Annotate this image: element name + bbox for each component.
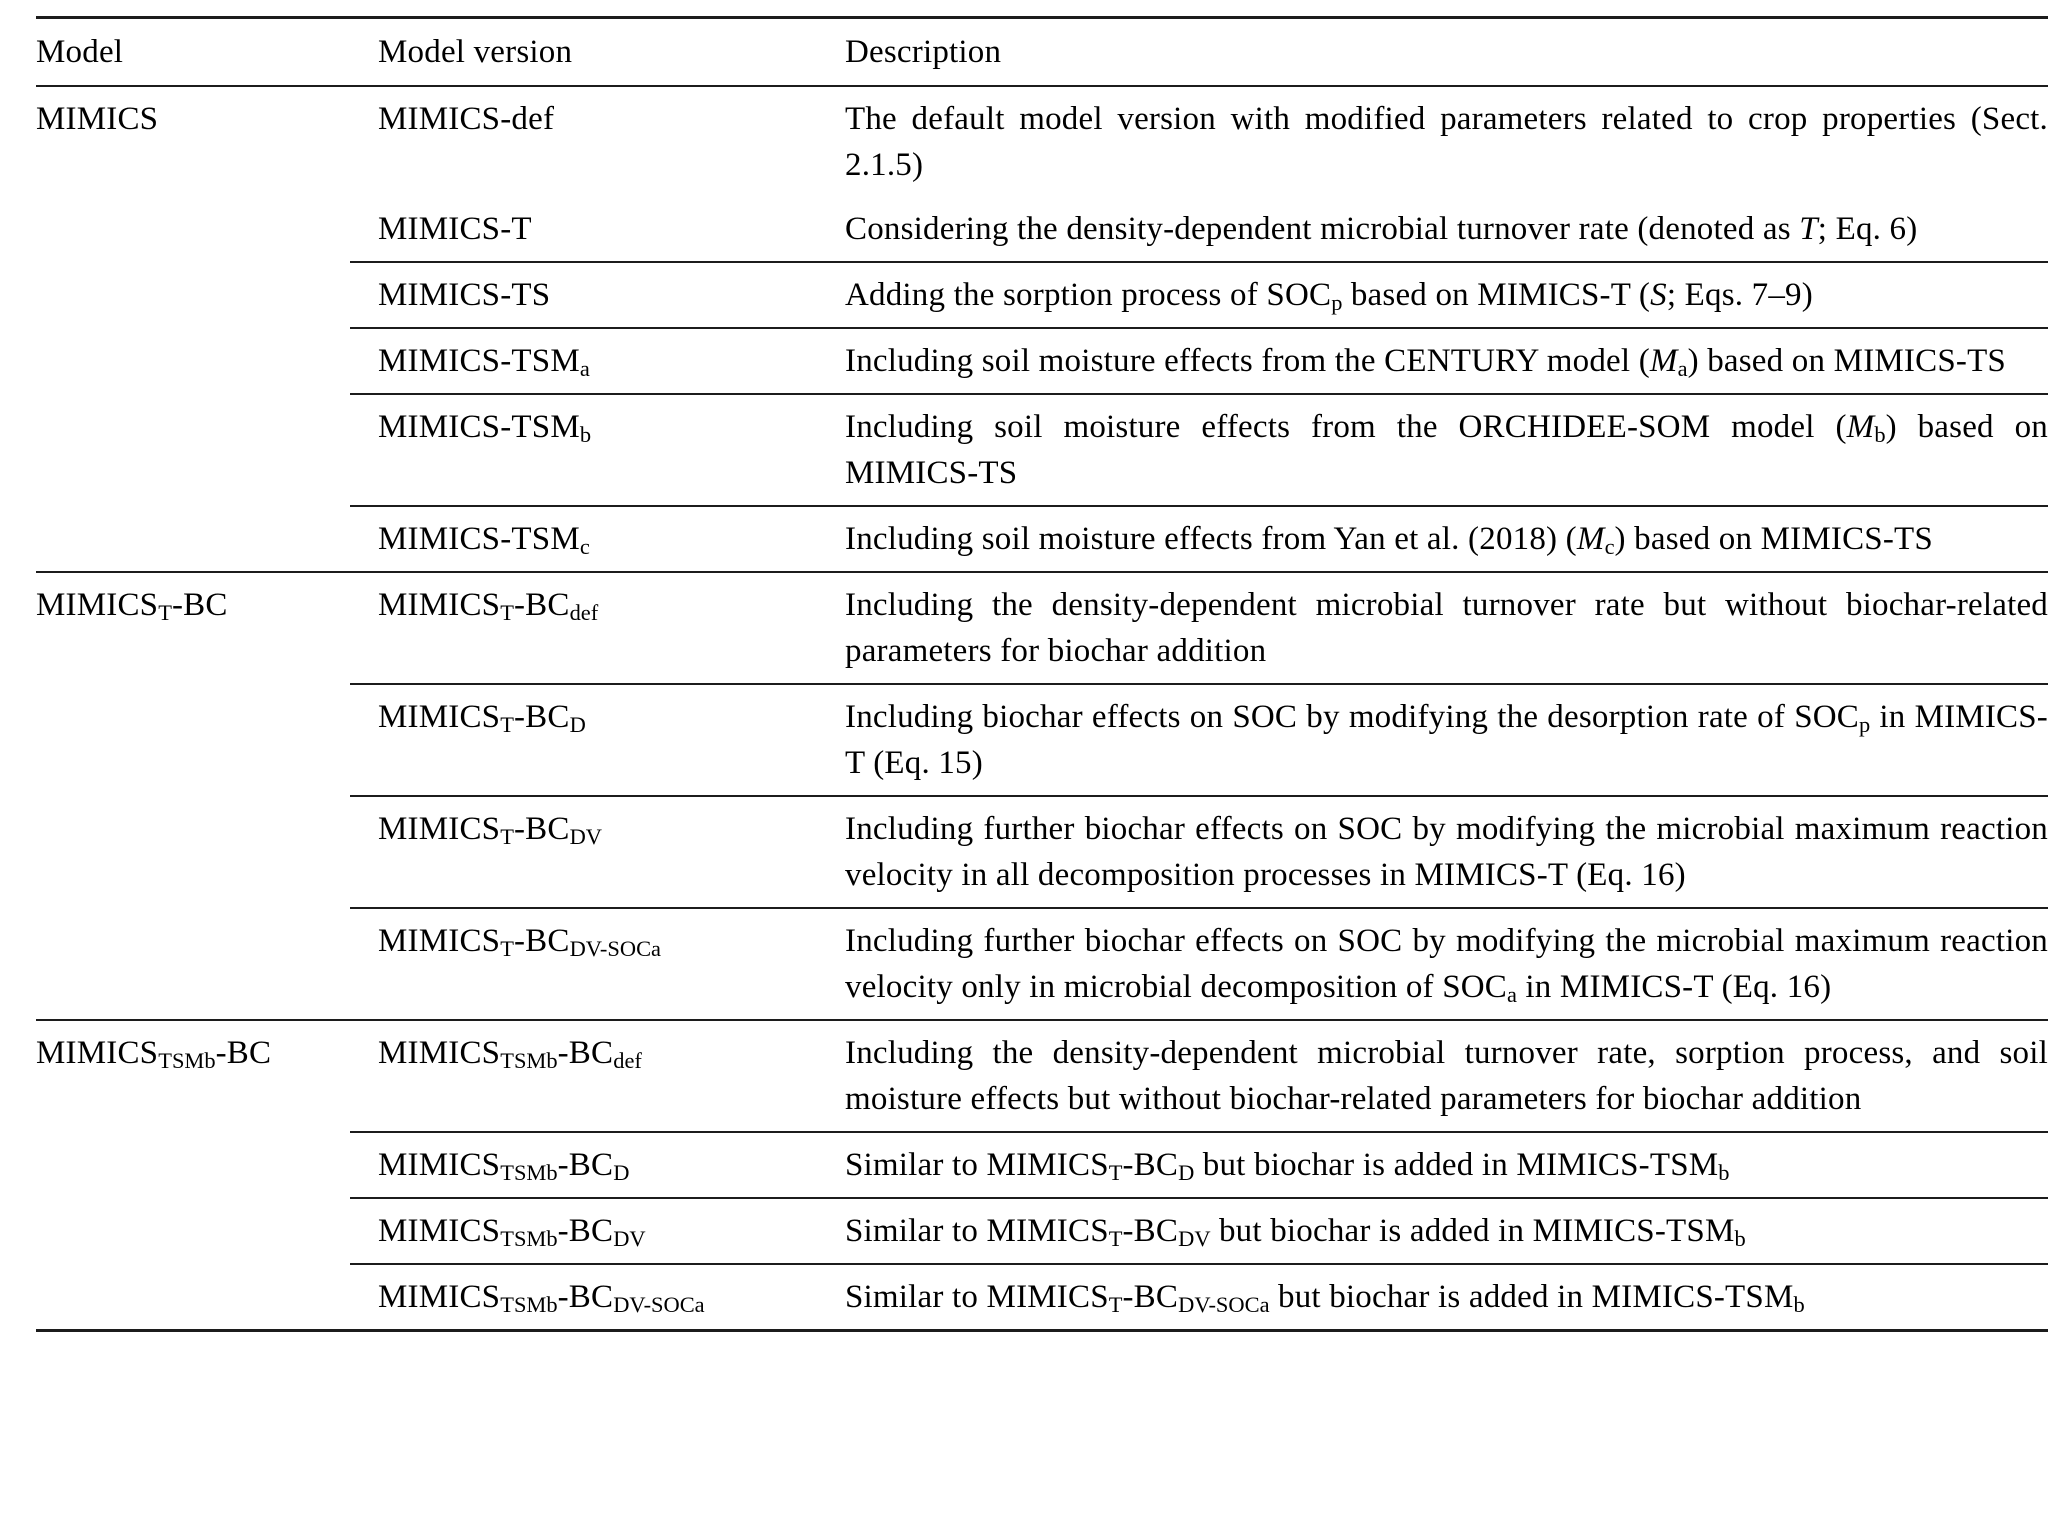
model-version-cell: $MIMICS_T-BC_{DV}$ xyxy=(378,811,602,850)
model-version-cell: MIMICS-$TSM_b$ xyxy=(378,409,592,448)
table-row xyxy=(36,507,2048,571)
table-row xyxy=(36,395,2048,505)
model-versions-table xyxy=(36,16,2048,1332)
column-header-description: Description xyxy=(845,34,1002,70)
table-row xyxy=(36,87,2048,197)
table-row xyxy=(36,685,2048,795)
table-row xyxy=(36,1021,2048,1131)
model-version-cell: $MIMICS_T-BC_{DV-SOCa}$ xyxy=(378,923,662,962)
table-row xyxy=(36,197,2048,261)
model-version-cell: MIMICS-def xyxy=(378,101,555,137)
model-version-cell: $MIMICS_{TSMb}-BC_{def}$ xyxy=(378,1035,642,1074)
table-bottom-rule xyxy=(36,1329,2048,1332)
description-cell: Including further biochar effects on SOC by modifying the microbial maximum reaction velocity only in microbial decomposition of $SOC_a$ in MIMICS-T (Eq. 16) xyxy=(845,923,2048,1008)
model-version-cell: MIMICS-T xyxy=(378,211,532,247)
table-row xyxy=(36,1265,2048,1329)
table-row xyxy=(36,329,2048,393)
description-cell: Including the density-dependent microbial turnover rate but without biochar-related parameters for biochar addition xyxy=(845,587,2048,669)
model-version-cell: $MIMICS_{TSMb}-BC_D$ xyxy=(378,1147,630,1186)
description-cell: Including the density-dependent microbial turnover rate, sorption process, and soil moisture effects but without biochar-related parameters for biochar addition xyxy=(845,1035,2048,1117)
column-header-model-version: Model version xyxy=(378,34,573,70)
model-version-cell: $MIMICS_{TSMb}-BC_{DV-SOCa}$ xyxy=(378,1279,705,1318)
model-cell: $MIMICS_{TSMb}-BC$ xyxy=(36,1035,272,1074)
table-header-row xyxy=(36,19,2048,85)
description-cell: Including further biochar effects on SOC by modifying the microbial maximum reaction velocity in all decomposition processes in MIMICS-T (Eq. 16) xyxy=(845,811,2048,893)
table-row xyxy=(36,1133,2048,1197)
model-version-cell: $MIMICS_T-BC_{def}$ xyxy=(378,587,599,626)
description-cell: The default model version with modified parameters related to crop properties (Sect. 2.1.5) xyxy=(845,101,2048,183)
table-row xyxy=(36,1199,2048,1263)
model-version-cell: $MIMICS_{TSMb}-BC_{DV}$ xyxy=(378,1213,646,1252)
description-cell: Including soil moisture effects from the CENTURY model $(M_a)$ based on MIMICS-TS xyxy=(845,343,2006,382)
description-cell: Similar to $MIMICS_T-BC_{DV-SOCa}$ but biochar is added in MIMICS-$TSM_b$ xyxy=(845,1279,1805,1318)
model-cell: $MIMICS_T-BC$ xyxy=(36,587,228,626)
column-header-model: Model xyxy=(36,34,124,70)
table-row xyxy=(36,797,2048,907)
table-body xyxy=(36,87,2048,1332)
description-cell: Similar to $MIMICS_T-BC_{DV}$ but biochar is added in MIMICS-$TSM_b$ xyxy=(845,1213,1746,1252)
table-row xyxy=(36,909,2048,1019)
model-version-cell: MIMICS-TS xyxy=(378,277,551,313)
description-cell: Adding the sorption process of $SOC_p$ based on MIMICS-T (S; Eqs. 7–9) xyxy=(845,277,1813,316)
table-row xyxy=(36,263,2048,327)
description-cell: Considering the density-dependent microbial turnover rate (denoted as T; Eq. 6) xyxy=(845,211,1918,247)
model-cell: MIMICS xyxy=(36,101,159,137)
description-cell: Including soil moisture effects from the ORCHIDEE-SOM model $(M_b)$ based on MIMICS-TS xyxy=(845,409,2048,491)
table-row xyxy=(36,573,2048,683)
description-cell: Including soil moisture effects from Yan et al. (2018) $(M_c)$ based on MIMICS-TS xyxy=(845,521,1933,560)
model-version-cell: MIMICS-$TSM_a$ xyxy=(378,343,590,382)
model-version-cell: MIMICS-$TSM_c$ xyxy=(378,521,590,560)
description-cell: Similar to $MIMICS_T-BC_D$ but biochar is added in MIMICS-$TSM_b$ xyxy=(845,1147,1730,1186)
model-version-cell: $MIMICS_T-BC_D$ xyxy=(378,699,586,738)
description-cell: Including biochar effects on SOC by modifying the desorption rate of $SOC_p$ in MIMICS-T (Eq. 15) xyxy=(845,699,2048,781)
